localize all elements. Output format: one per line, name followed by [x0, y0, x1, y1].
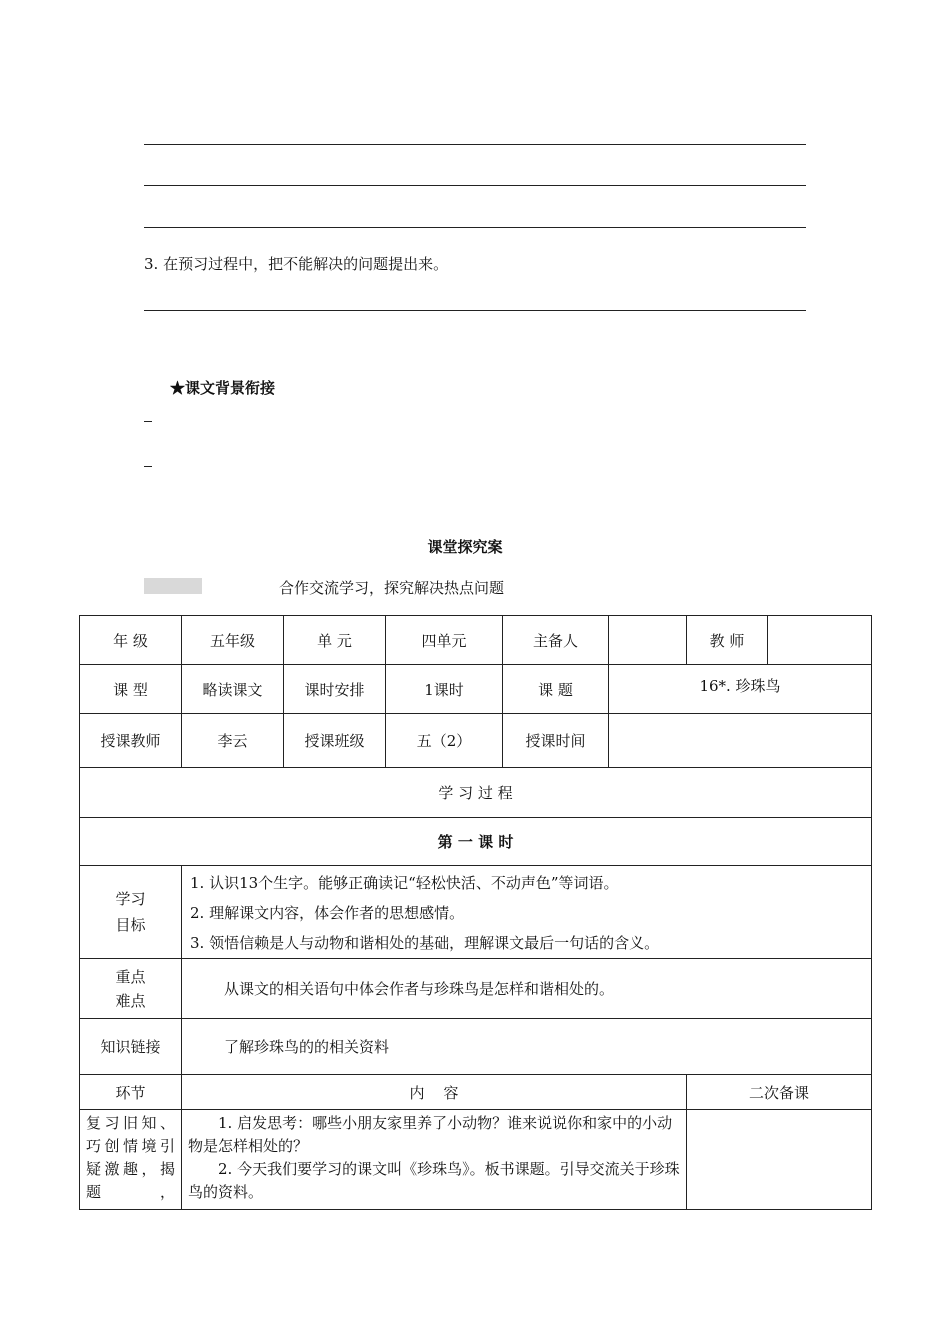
- goals-label: [80, 866, 182, 959]
- answer-line-2: [144, 185, 806, 186]
- content-header: 内 容: [182, 1075, 687, 1110]
- preview-question-3: 3. 在预习过程中，把不能解决的问题提出来。: [144, 255, 449, 273]
- periods-value: 1课时: [386, 665, 503, 714]
- key-label: [80, 959, 182, 1019]
- goals-label-line-1: 学习: [115, 890, 146, 908]
- instructor-label: 授课教师: [80, 714, 182, 768]
- key-label-line-1: 重点: [115, 967, 146, 986]
- lesson-plan-table: [79, 615, 872, 1210]
- time-value: [609, 714, 872, 768]
- second-header: 二次备课: [687, 1075, 872, 1110]
- goals-label-line-2: 目标: [115, 916, 146, 934]
- topic-value: 16*. 珍珠鸟: [609, 665, 872, 714]
- goal-item-1: 1. 认识13个生字。能够正确读记“轻松快活、不动声色”等词语。: [190, 874, 619, 892]
- instructor-value: 李云: [182, 714, 284, 768]
- class-label: 授课班级: [284, 714, 386, 768]
- goal-item-2: 2. 理解课文内容，体会作者的思想感情。: [190, 904, 465, 922]
- stage1-second-prep: [687, 1110, 872, 1210]
- stage1-paragraph-2: 2. 今天我们要学习的课文叫《珍珠鸟》。板书课题。引导交流关于珍珠鸟的资料。: [188, 1160, 680, 1201]
- time-label: 授课时间: [503, 714, 609, 768]
- type-value: 略读课文: [182, 665, 284, 714]
- class-value: 五（2）: [386, 714, 503, 768]
- explore-subtitle: 合作交流学习，探究解决热点问题: [279, 579, 505, 597]
- dash-mark-2: [144, 466, 152, 467]
- stage1-label: 复习旧知、巧创情境引疑激趣，揭题，: [80, 1110, 182, 1210]
- stage1-paragraph-1: 1. 启发思考：哪些小朋友家里养了小动物？谁来说说你和家中的小动物是怎样相处的？: [188, 1114, 673, 1155]
- lead-value: [609, 616, 687, 665]
- unit-label: 单 元: [284, 616, 386, 665]
- stage-header: 环节: [80, 1075, 182, 1110]
- key-value: 从课文的相关语句中体会作者与珍珠鸟是怎样和谐相处的。: [182, 959, 872, 1019]
- background-heading: ★课文背景衔接: [170, 379, 276, 397]
- explore-title: 课堂探究案: [427, 538, 503, 556]
- key-label-line-2: 难点: [115, 991, 146, 1010]
- answer-line-3: [144, 227, 806, 228]
- process-heading: 学 习 过 程: [80, 768, 872, 818]
- answer-line-1: [144, 144, 806, 145]
- lead-label: 主备人: [503, 616, 609, 665]
- teacher-value: [768, 616, 872, 665]
- answer-line-4: [144, 310, 806, 311]
- periods-label: 课时安排: [284, 665, 386, 714]
- unit-value: 四单元: [386, 616, 503, 665]
- type-label: 课 型: [80, 665, 182, 714]
- teacher-label: 教 师: [687, 616, 768, 665]
- grade-value: 五年级: [182, 616, 284, 665]
- goals-list: [182, 866, 872, 959]
- dash-mark-1: [144, 421, 152, 422]
- link-label: 知识链接: [80, 1019, 182, 1075]
- link-value: 了解珍珠鸟的的相关资料: [182, 1019, 872, 1075]
- period-heading: 第 一 课 时: [80, 818, 872, 866]
- topic-label: 课 题: [503, 665, 609, 714]
- redacted-label: [144, 578, 202, 594]
- stage1-content: [182, 1110, 687, 1210]
- grade-label: 年 级: [80, 616, 182, 665]
- goal-item-3: 3. 领悟信赖是人与动物和谐相处的基础，理解课文最后一句话的含义。: [190, 934, 660, 952]
